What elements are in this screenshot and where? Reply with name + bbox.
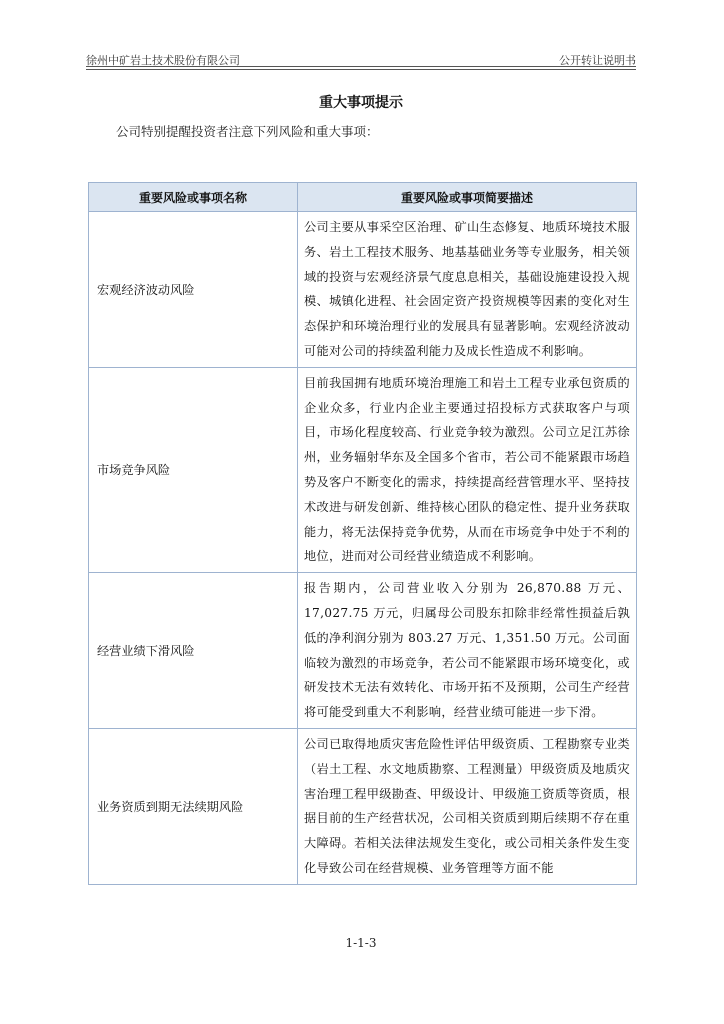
risk-description-cell: 目前我国拥有地质环境治理施工和岩土工程专业承包资质的企业众多，行业内企业主要通过招投标方式获取客户与项目，市场化程度较高、行业竞争较为激烈。公司立足江苏徐州，业务辐射华东及全国多个省市，若公司不能紧跟市场趋势及客户不断变化的需求，持续提高经营管理水平、坚持技术改进与研发创新、维持核心团队的稳定性、提升业务获取能力，将无法保持竞争优势，从而在市场竞争中处于不利的地位，进而对公司经营业绩造成不利影响。: [298, 367, 637, 572]
header-rule: [86, 66, 636, 67]
table-row: [89, 573, 637, 729]
table-row: [89, 212, 637, 368]
risk-description-cell: 公司已取得地质灾害危险性评估甲级资质、工程勘察专业类（岩土工程、水文地质勘察、工程测量）甲级资质及地质灾害治理工程甲级勘查、甲级设计、甲级施工资质等资质，根据目前的生产经营状况，公司相关资质到期后续期不存在重大障碍。若相关法律法规发生变化，或公司相关条件发生变化导致公司在经营规模、业务管理等方面不能: [298, 728, 637, 884]
table-row: [89, 728, 637, 884]
header-company-name: 徐州中矿岩土技术股份有限公司: [86, 54, 240, 67]
header-rule-secondary: [86, 69, 636, 70]
risk-table: [88, 182, 637, 885]
page-number: 1-1-3: [345, 936, 377, 950]
risk-description-cell: 报告期内，公司营业收入分别为 26,870.88 万元、17,027.75 万元，归属母公司股东扣除非经常性损益后孰低的净利润分别为 803.27 万元、1,351.50 万元。公司面临较为激烈的市场竞争，若公司不能紧跟市场环境变化，或研发技术无法有效转化、市场开拓不及预期，公司生产经营将可能受到重大不利影响，经营业绩可能进一步下滑。: [298, 573, 637, 729]
table-row: [89, 367, 637, 572]
risk-name-cell: 市场竞争风险: [89, 367, 298, 572]
table-header-row: [89, 183, 637, 212]
risk-description-cell: 公司主要从事采空区治理、矿山生态修复、地质环境技术服务、岩土工程技术服务、地基基础业务等专业服务，相关领域的投资与宏观经济景气度息息相关，基础设施建设投入规模、城镇化进程、社会固定资产投资规模等因素的变化对生态保护和环境治理行业的发展具有显著影响。宏观经济波动可能对公司的持续盈利能力及成长性造成不利影响。: [298, 212, 637, 368]
column-header-risk-name: 重要风险或事项名称: [89, 183, 298, 212]
header-document-type: 公开转让说明书: [559, 54, 636, 67]
risk-name-cell: 宏观经济波动风险: [89, 212, 298, 368]
column-header-risk-description: 重要风险或事项简要描述: [298, 183, 637, 212]
page-title: 重大事项提示: [319, 95, 403, 111]
risk-name-cell: 业务资质到期无法续期风险: [89, 728, 298, 884]
risk-name-cell: 经营业绩下滑风险: [89, 573, 298, 729]
intro-paragraph: 公司特别提醒投资者注意下列风险和重大事项：: [116, 124, 379, 139]
